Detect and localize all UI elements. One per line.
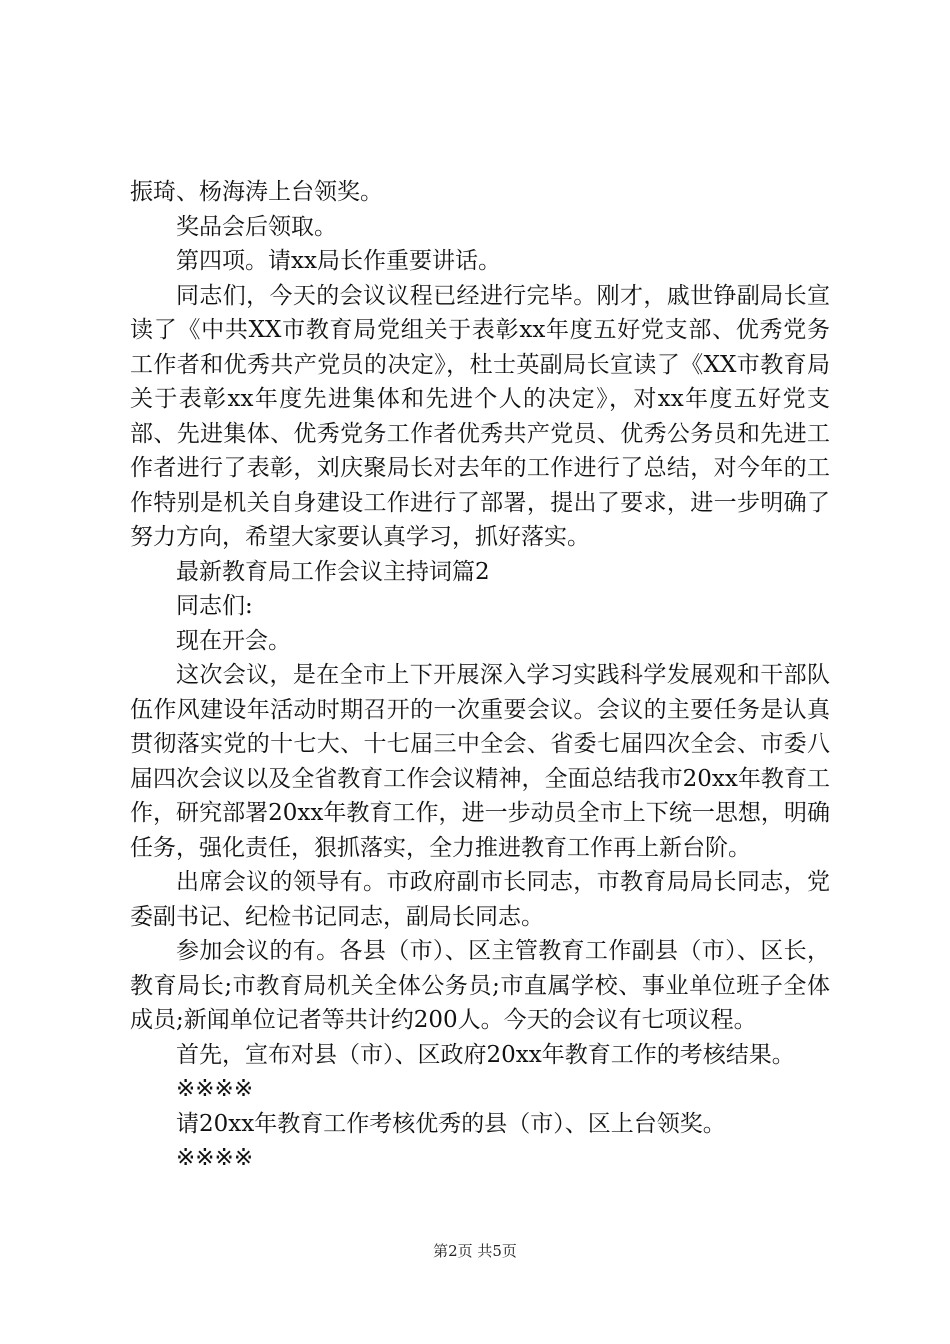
paragraph-6: 同志们: xyxy=(176,593,253,619)
paragraph-1: 振琦、杨海涛上台领奖。 xyxy=(130,179,383,205)
paragraph-2: 奖品会后领取。 xyxy=(176,213,337,240)
separator-marks-1: ※※※※ xyxy=(176,1076,254,1102)
paragraph-11: 首先，宣布对县（市）、区政府20xx年教育工作的考核结果。 xyxy=(176,1041,795,1068)
paragraph-8: 这次会议，是在全市上下开展深入学习实践科学发展观和干部队伍作风建设年活动时期召开的一次重要会议。会议的主要任务是认真贯彻落实党的十七大、十七届三中全会、省委七届四次全会、市委八届四次会议以及全省教育工作会议精神，全面总结我市20xx年教育工作，研究部署20xx年教育工作，进一步动员全市上下统一思想，明确任务，强化责任，狠抓落实，全力推进教育工作再上新台阶。 xyxy=(130,662,830,861)
paragraph-10: 参加会议的有。各县（市）、区主管教育工作副县（市）、区长，教育局长;市教育局机关全体公务员;市直属学校、事业单位班子全体成员;新闻单位记者等共计约200人。今天的会议有七项议程。 xyxy=(130,938,830,1033)
paragraph-13: 请20xx年教育工作考核优秀的县（市）、区上台领奖。 xyxy=(176,1110,726,1137)
paragraph-3: 第四项。请xx局长作重要讲话。 xyxy=(176,248,501,274)
document-body xyxy=(130,175,830,1176)
section-heading: 最新教育局工作会议主持词篇2 xyxy=(176,558,490,585)
separator-marks-2: ※※※※ xyxy=(176,1145,254,1171)
paragraph-7: 现在开会。 xyxy=(176,627,291,654)
paragraph-9: 出席会议的领导有。市政府副市长同志，市教育局局长同志，党委副书记、纪检书记同志，副局长同志。 xyxy=(130,869,830,930)
paragraph-4: 同志们，今天的会议议程已经进行完毕。刚才，戚世铮副局长宣读了《中共XX市教育局党组关于表彰xx年度五好党支部、优秀党务工作者和优秀共产党员的决定》，杜士英副局长宣读了《XX市教育局关于表彰xx年度先进集体和先进个人的决定》，对xx年度五好党支部、先进集体、优秀党务工作者优秀共产党员、优秀公务员和先进工作者进行了表彰，刘庆聚局长对去年的工作进行了总结，对今年的工作特别是机关自身建设工作进行了部署，提出了要求，进一步明确了努力方向，希望大家要认真学习，抓好落实。 xyxy=(130,282,830,550)
page-footer: 第2页 共5页 xyxy=(433,1242,517,1260)
